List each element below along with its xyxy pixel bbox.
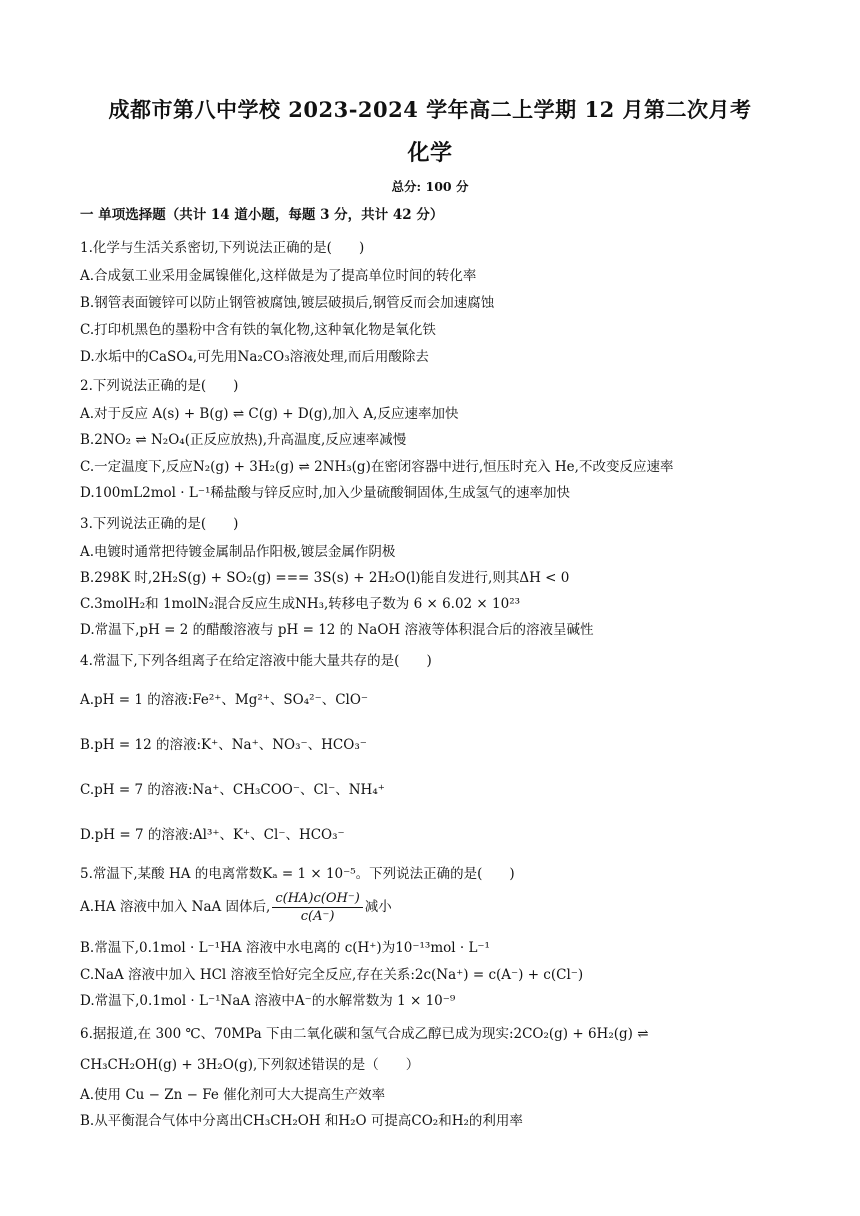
question-4-option-d: D.pH = 7 的溶液:Al³⁺、K⁺、Cl⁻、HCO₃⁻ [80, 827, 345, 843]
question-5-option-b: B.常温下,0.1mol · L⁻¹HA 溶液中水电离的 c(H⁺)为10⁻¹³mol · L⁻¹ [80, 940, 490, 956]
question-4-stem: 4.常温下,下列各组离子在给定溶液中能大量共存的是( ) [80, 653, 432, 669]
section-heading: 一 单项选择题（共计 14 道小题，每题 3 分，共计 42 分） [80, 207, 444, 223]
question-3-option-b: B.298K 时,2H₂S(g) + SO₂(g) === 3S(s) + 2H₂O(l)能自发进行,则其ΔH < 0 [80, 570, 570, 586]
question-5-option-a-prefix: A.HA 溶液中加入 NaA 固体后, [80, 899, 271, 915]
concentration-ratio-fraction [272, 890, 362, 925]
question-4-option-c: C.pH = 7 的溶液:Na⁺、CH₃COO⁻、Cl⁻、NH₄⁺ [80, 782, 385, 798]
question-5-option-c: C.NaA 溶液中加入 HCl 溶液至恰好完全反应,存在关系:2c(Na⁺) = c(A⁻) + c(Cl⁻) [80, 967, 584, 983]
question-1-option-c: C.打印机黑色的墨粉中含有铁的氧化物,这种氧化物是氧化铁 [80, 322, 436, 338]
question-2-option-b: B.2NO₂ ⇌ N₂O₄(正反应放热),升高温度,反应速率减慢 [80, 432, 407, 448]
question-2-stem: 2.下列说法正确的是( ) [80, 378, 239, 394]
total-score: 总分: 100 分 [391, 179, 469, 194]
question-4-option-b: B.pH = 12 的溶液:K⁺、Na⁺、NO₃⁻、HCO₃⁻ [80, 737, 367, 753]
question-6-stem-line-2: CH₃CH₂OH(g) + 3H₂O(g),下列叙述错误的是（ ） [80, 1057, 420, 1073]
question-1-option-a: A.合成氨工业采用金属镍催化,这样做是为了提高单位时间的转化率 [80, 268, 477, 284]
question-3-option-c: C.3molH₂和 1molN₂混合反应生成NH₃,转移电子数为 6 × 6.02 × 10²³ [80, 596, 521, 612]
question-4-option-a: A.pH = 1 的溶液:Fe²⁺、Mg²⁺、SO₄²⁻、ClO⁻ [80, 692, 369, 708]
question-5-option-a [80, 890, 392, 925]
question-6-option-a: A.使用 Cu − Zn − Fe 催化剂可大大提高生产效率 [80, 1087, 386, 1103]
question-5-option-a-suffix: 减小 [364, 899, 392, 915]
fraction-denominator: c(A⁻) [300, 909, 335, 924]
question-5-option-d: D.常温下,0.1mol · L⁻¹NaA 溶液中A⁻的水解常数为 1 × 10⁻⁹ [80, 993, 456, 1009]
question-2-option-a: A.对于反应 A(s) + B(g) ⇌ C(g) + D(g),加入 A,反应速率加快 [80, 406, 459, 422]
question-3-stem: 3.下列说法正确的是( ) [80, 516, 239, 532]
question-2-option-c: C.一定温度下,反应N₂(g) + 3H₂(g) ⇌ 2NH₃(g)在密闭容器中进行,恒压时充入 He,不改变反应速率 [80, 459, 674, 475]
question-1-option-d: D.水垢中的CaSO₄,可先用Na₂CO₃溶液处理,而后用酸除去 [80, 349, 429, 365]
question-1-stem: 1.化学与生活关系密切,下列说法正确的是( ) [80, 240, 365, 256]
question-2-option-d: D.100mL2mol · L⁻¹稀盐酸与锌反应时,加入少量硫酸铜固体,生成氢气的速率加快 [80, 485, 570, 501]
exam-title: 成都市第八中学校 2023-2024 学年高二上学期 12 月第二次月考 [108, 97, 752, 122]
fraction-numerator: c(HA)c(OH⁻) [272, 890, 362, 908]
subject-title: 化学 [407, 140, 453, 166]
question-1-option-b: B.钢管表面镀锌可以防止钢管被腐蚀,镀层破损后,钢管反而会加速腐蚀 [80, 295, 495, 311]
question-6-stem-line-1: 6.据报道,在 300 ℃、70MPa 下由二氧化碳和氢气合成乙醇已成为现实:2CO₂(g) + 6H₂(g) ⇌ [80, 1026, 649, 1042]
question-5-stem: 5.常温下,某酸 HA 的电离常数Kₐ = 1 × 10⁻⁵。下列说法正确的是( ) [80, 866, 515, 882]
question-3-option-d: D.常温下,pH = 2 的醋酸溶液与 pH = 12 的 NaOH 溶液等体积混合后的溶液呈碱性 [80, 622, 594, 638]
question-3-option-a: A.电镀时通常把待镀金属制品作阳极,镀层金属作阴极 [80, 544, 396, 560]
question-6-option-b: B.从平衡混合气体中分离出CH₃CH₂OH 和H₂O 可提高CO₂和H₂的利用率 [80, 1113, 523, 1129]
